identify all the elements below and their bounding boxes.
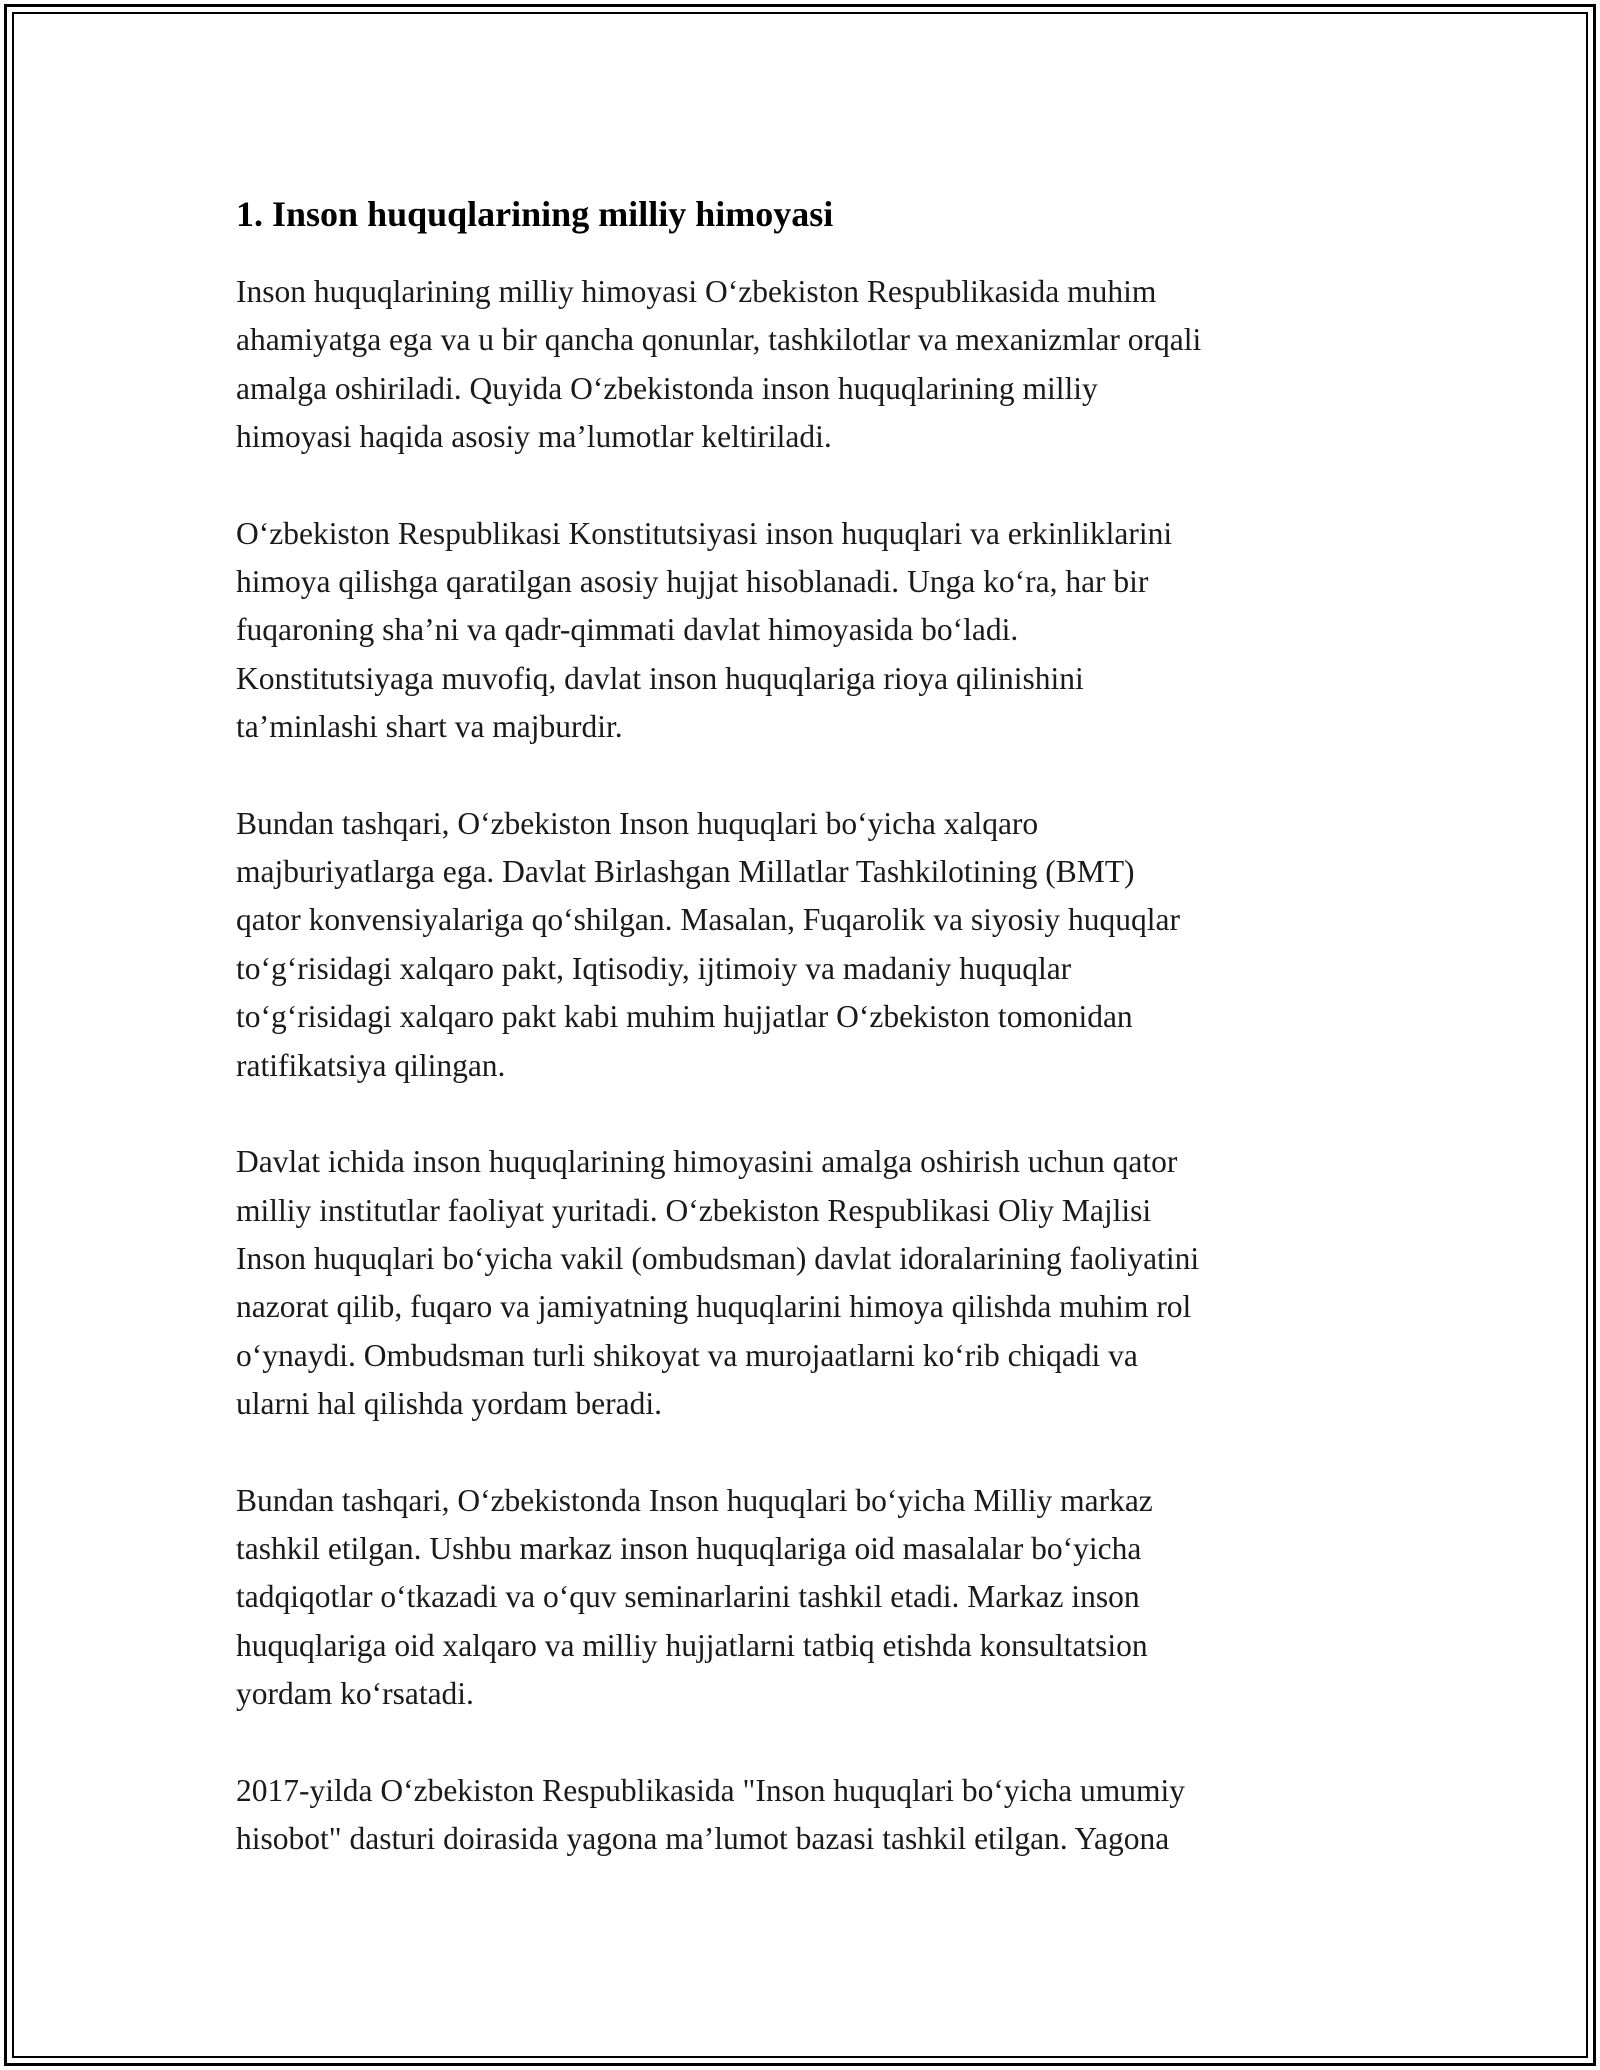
document-body (236, 190, 1376, 1911)
paragraph-2: O‘zbekiston Respublikasi Konstitutsiyasi inson huquqlari va erkinliklarini himoya qilishga qaratilgan asosiy hujjat hisoblanadi. Unga ko‘ra, har bir fuqaroning sha’ni va qadr-qimmati davlat himoyasida bo‘ladi. Konstitutsiyaga muvofiq, davlat inson huquqlariga rioya qilinishini ta’minlashi shart va majburdir. (236, 515, 1173, 745)
paragraph-1: Inson huquqlarining milliy himoyasi O‘zbekiston Respublikasida muhim ahamiyatga ega va u bir qancha qonunlar, tashkilotlar va mexanizmlar orqali amalga oshiriladi. Quyida O‘zbekistonda inson huquqlarining milliy himoyasi haqida asosiy ma’lumotlar keltiriladi. (236, 274, 1202, 455)
paragraph-6: 2017-yilda O‘zbekiston Respublikasida "Inson huquqlari bo‘yicha umumiy hisobot" dasturi doirasida yagona ma’lumot bazasi tashkil etilgan. Yagona (236, 1772, 1185, 1856)
paragraph-5: Bundan tashqari, O‘zbekistonda Inson huquqlari bo‘yicha Milliy markaz tashkil etilgan. Ushbu markaz inson huquqlariga oid masalalar bo‘yicha tadqiqotlar o‘tkazadi va o‘quv seminarlarini tashkil etadi. Markaz inson huquqlariga oid xalqaro va milliy hujjatlarni tatbiq etishda konsultatsion yordam ko‘rsatadi. (236, 1482, 1153, 1712)
section-heading: 1. Inson huquqlarining milliy himoyasi (236, 194, 834, 234)
paragraph-4: Davlat ichida inson huquqlarining himoyasini amalga oshirish uchun qator milliy institutlar faoliyat yuritadi. O‘zbekiston Respublikasi Oliy Majlisi Inson huquqlari bo‘yicha vakil (ombudsman) davlat idoralarining faoliyatini nazorat qilib, fuqaro va jamiyatning huquqlarini himoya qilishda muhim rol o‘ynaydi. Ombudsman turli shikoyat va murojaatlarni ko‘rib chiqadi va ularni hal qilishda yordam beradi. (236, 1144, 1200, 1422)
paragraph-3: Bundan tashqari, O‘zbekiston Inson huquqlari bo‘yicha xalqaro majburiyatlarga ega. Davlat Birlashgan Millatlar Tashkilotining (BMT) qator konvensiyalariga qo‘shilgan. Masalan, Fuqarolik va siyosiy huquqlar to‘g‘risidagi xalqaro pakt, Iqtisodiy, ijtimoiy va madaniy huquqlar to‘g‘risidagi xalqaro pakt kabi muhim hujjatlar O‘zbekiston tomonidan ratifikatsiya qilingan. (236, 805, 1180, 1083)
